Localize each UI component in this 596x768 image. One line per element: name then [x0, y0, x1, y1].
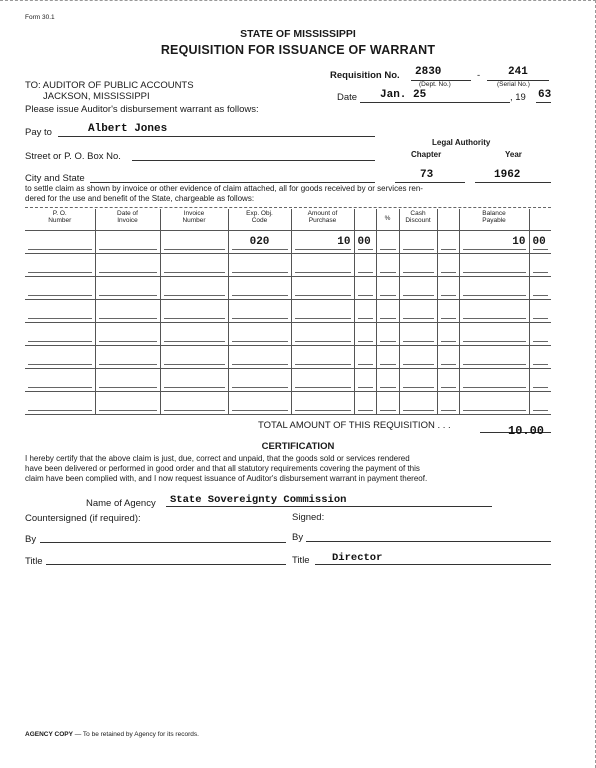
- cell-value: [403, 396, 434, 411]
- cell-value: [441, 281, 456, 296]
- cell-value: [28, 396, 92, 411]
- cell-value: [403, 304, 434, 319]
- cell-value: [99, 373, 157, 388]
- header-discount-cents: [437, 209, 459, 231]
- table-cell: [95, 254, 160, 277]
- table-cell: [529, 323, 551, 346]
- cell-value: [232, 350, 288, 365]
- cell-value: 10: [295, 235, 351, 250]
- table-cell: [228, 346, 291, 369]
- cell-value: [295, 258, 351, 273]
- table-cell: [376, 392, 399, 415]
- cell-value: [380, 281, 396, 296]
- chapter-line: [395, 182, 465, 183]
- header-date-of-invoice: Date of Invoice: [95, 209, 160, 231]
- pay-to-line: [58, 136, 375, 137]
- table-cell: [529, 369, 551, 392]
- table-cell: [529, 300, 551, 323]
- cell-value: [463, 281, 526, 296]
- table-cell: [25, 300, 95, 323]
- street-line: [132, 160, 375, 161]
- footer-note: [25, 731, 199, 738]
- table-cell: [399, 369, 437, 392]
- cell-value: [164, 396, 225, 411]
- table-cell: [459, 254, 529, 277]
- cell-value: [232, 281, 288, 296]
- table-cell: [25, 323, 95, 346]
- cell-value: [28, 350, 92, 365]
- date-line: [360, 102, 510, 103]
- total-value: 10.00: [508, 424, 545, 438]
- cell-value: [533, 373, 549, 388]
- date-value: Jan. 25: [380, 89, 427, 101]
- cell-value: [164, 373, 225, 388]
- table-cell: [399, 231, 437, 254]
- table-cell: [437, 300, 459, 323]
- table-cell: [459, 300, 529, 323]
- cell-value: 10: [463, 235, 526, 250]
- cell-value: [380, 396, 396, 411]
- table-cell: [160, 300, 228, 323]
- cell-value: [295, 373, 351, 388]
- cell-value: [28, 373, 92, 388]
- table-cell: [529, 254, 551, 277]
- table-cell: [399, 277, 437, 300]
- cell-value: [533, 350, 549, 365]
- table-cell: [291, 231, 354, 254]
- charges-table: [25, 209, 551, 415]
- cell-value: [232, 396, 288, 411]
- table-cell: [376, 231, 399, 254]
- cell-value: [295, 396, 351, 411]
- footer-retain-text: — To be retained by Agency for its records.: [74, 731, 199, 738]
- table-header-row: [25, 209, 551, 231]
- header-invoice-number: Invoice Number: [160, 209, 228, 231]
- cell-value: [28, 327, 92, 342]
- total-label: TOTAL AMOUNT OF THIS REQUISITION . . .: [258, 420, 451, 431]
- cell-value: [441, 327, 456, 342]
- to-line-2: JACKSON, MISSISSIPPI: [43, 91, 150, 102]
- table-cell: [529, 392, 551, 415]
- cell-value: [99, 327, 157, 342]
- table-cell: [160, 369, 228, 392]
- table-cell: [25, 254, 95, 277]
- cell-value: [164, 235, 225, 250]
- table-cell: [228, 369, 291, 392]
- cell-value: [380, 350, 396, 365]
- table-cell: [354, 369, 376, 392]
- table-row: [25, 254, 551, 277]
- table-cell: [459, 392, 529, 415]
- dept-no-value: 2830: [415, 66, 442, 78]
- cell-value: [99, 396, 157, 411]
- to-line-1: TO: AUDITOR OF PUBLIC ACCOUNTS: [25, 80, 194, 91]
- table-cell: [376, 346, 399, 369]
- header-percent: %: [376, 209, 399, 231]
- countersign-by-line: [40, 542, 286, 543]
- cell-value: [232, 258, 288, 273]
- cell-value: [358, 327, 373, 342]
- city-line: [90, 182, 375, 183]
- cell-value: [533, 327, 549, 342]
- cell-value: [403, 373, 434, 388]
- table-cell: [160, 277, 228, 300]
- cell-value: 00: [533, 235, 549, 250]
- requisition-label: Requisition No.: [330, 70, 400, 81]
- table-cell: [25, 392, 95, 415]
- cell-value: [403, 281, 434, 296]
- table-cell: [95, 300, 160, 323]
- header-amount-of-purchase: Amount of Purchase: [291, 209, 354, 231]
- cell-value: [533, 258, 549, 273]
- cell-value: [533, 281, 549, 296]
- table-cell: [376, 369, 399, 392]
- table-cell: [160, 231, 228, 254]
- cell-value: [99, 350, 157, 365]
- cell-value: [358, 281, 373, 296]
- table-cell: [291, 346, 354, 369]
- cell-value: [380, 235, 396, 250]
- table-cell: [459, 346, 529, 369]
- cell-value: [441, 235, 456, 250]
- page-edge-top: [0, 0, 596, 1]
- cell-value: [463, 350, 526, 365]
- table-cell: [228, 392, 291, 415]
- header-po-number: P. O. Number: [25, 209, 95, 231]
- table-cell: [399, 392, 437, 415]
- countersign-title-line: [46, 564, 286, 565]
- dept-no-caption: (Dept. No.): [419, 81, 451, 88]
- table-cell: [160, 323, 228, 346]
- year-line: [536, 102, 551, 103]
- header-balance-cents: [529, 209, 551, 231]
- cell-value: [232, 373, 288, 388]
- pay-to-label: Pay to: [25, 127, 52, 138]
- table-cell: [291, 369, 354, 392]
- cell-value: [463, 396, 526, 411]
- cell-value: [99, 258, 157, 273]
- table-cell: [376, 323, 399, 346]
- table-cell: [95, 392, 160, 415]
- table-cell: [160, 346, 228, 369]
- header-balance-payable: Balance Payable: [459, 209, 529, 231]
- cell-value: [358, 258, 373, 273]
- cell-value: [403, 258, 434, 273]
- table-cell: [354, 277, 376, 300]
- cell-value: [403, 350, 434, 365]
- serial-no-value: 241: [508, 66, 528, 78]
- table-cell: [354, 392, 376, 415]
- table-cell: [25, 346, 95, 369]
- cell-value: [358, 396, 373, 411]
- table-cell: [399, 346, 437, 369]
- table-row: [25, 346, 551, 369]
- requisition-dash: -: [477, 70, 481, 81]
- cell-value: [463, 304, 526, 319]
- cell-value: [164, 350, 225, 365]
- cell-value: [533, 396, 549, 411]
- table-cell: [25, 277, 95, 300]
- sign-by-label: By: [292, 532, 304, 543]
- cell-value: [295, 350, 351, 365]
- countersign-by-label: By: [25, 534, 37, 545]
- cell-value: [358, 350, 373, 365]
- signer-title-value: Director: [332, 552, 383, 564]
- settle-text-1: to settle claim as shown by invoice or other evidence of claim attached, all for goods received by or services ren-: [25, 184, 423, 193]
- table-cell: [376, 277, 399, 300]
- year-label: Year: [505, 150, 522, 159]
- year-prefix: , 19: [510, 92, 526, 103]
- sign-title-line: [315, 564, 551, 565]
- table-cell: [399, 323, 437, 346]
- cell-value: [380, 327, 396, 342]
- cell-value: [441, 258, 456, 273]
- cell-value: [28, 281, 92, 296]
- cell-value: [358, 304, 373, 319]
- sign-title-label: Title: [292, 555, 310, 566]
- cell-value: [403, 327, 434, 342]
- chapter-label: Chapter: [411, 150, 442, 159]
- certification-line-1: I hereby certify that the above claim is just, due, correct and unpaid, that the goods sold or services rendered: [25, 454, 410, 463]
- cell-value: [99, 281, 157, 296]
- table-cell: [95, 369, 160, 392]
- header-exp-obj-code: Exp. Obj. Code: [228, 209, 291, 231]
- table-cell: [529, 346, 551, 369]
- form-title: REQUISITION FOR ISSUANCE OF WARRANT: [160, 43, 436, 57]
- table-cell: [459, 323, 529, 346]
- table-row: [25, 231, 551, 254]
- cell-value: [295, 304, 351, 319]
- cell-value: 00: [357, 235, 371, 248]
- table-cell: [291, 300, 354, 323]
- table-row: [25, 392, 551, 415]
- table-cell: [354, 231, 376, 254]
- table-cell: [228, 277, 291, 300]
- cell-value: [380, 258, 396, 273]
- table-cell: [459, 369, 529, 392]
- agency-label: Name of Agency: [86, 498, 156, 509]
- footer-agency-copy: AGENCY COPY: [25, 731, 73, 738]
- countersign-title-label: Title: [25, 556, 43, 567]
- cell-value: [533, 304, 549, 319]
- agency-line: [166, 506, 492, 507]
- cell-value: [232, 304, 288, 319]
- table-cell: [95, 231, 160, 254]
- authority-year-value: 1962: [494, 169, 521, 181]
- agency-value: State Sovereignty Commission: [170, 494, 347, 506]
- cell-value: [463, 327, 526, 342]
- table-row: [25, 369, 551, 392]
- cell-value: [441, 396, 456, 411]
- chapter-value: 73: [420, 169, 434, 181]
- street-label: Street or P. O. Box No.: [25, 151, 121, 162]
- table-row: [25, 277, 551, 300]
- table-row: [25, 300, 551, 323]
- date-year-value: 63: [538, 89, 552, 101]
- cell-value: [99, 235, 157, 250]
- state-heading: STATE OF MISSISSIPPI: [240, 28, 356, 40]
- legal-authority-heading: Legal Authority: [432, 138, 491, 147]
- cell-value: [441, 304, 456, 319]
- table-top-rule: [25, 207, 551, 208]
- authority-year-line: [475, 182, 551, 183]
- table-cell: [95, 323, 160, 346]
- table-row: [25, 323, 551, 346]
- table-cell: [529, 277, 551, 300]
- table-cell: [160, 254, 228, 277]
- table-cell: [228, 254, 291, 277]
- cell-value: [295, 327, 351, 342]
- cell-value: [441, 350, 456, 365]
- cell-value: [164, 258, 225, 273]
- table-cell: [376, 300, 399, 323]
- table-cell: [437, 231, 459, 254]
- table-cell: [459, 231, 529, 254]
- serial-no-caption: (Serial No.): [497, 81, 530, 88]
- header-amount-cents: [354, 209, 376, 231]
- date-label: Date: [337, 92, 358, 103]
- signed-label: Signed:: [292, 512, 325, 523]
- cell-value: [403, 235, 434, 250]
- table-cell: [291, 323, 354, 346]
- cell-value: [28, 258, 92, 273]
- table-cell: [291, 254, 354, 277]
- table-cell: [437, 254, 459, 277]
- table-cell: [376, 254, 399, 277]
- table-cell: [25, 231, 95, 254]
- cell-value: [232, 327, 288, 342]
- table-cell: [228, 231, 291, 254]
- table-cell: [354, 323, 376, 346]
- certification-line-3: claim have been complied with, and I now request issuance of Auditor's disbursement warrant in payment thereof.: [25, 474, 428, 483]
- table-cell: [291, 392, 354, 415]
- table-cell: [25, 369, 95, 392]
- table-cell: [437, 346, 459, 369]
- countersigned-label: Countersigned (if required):: [25, 513, 141, 524]
- cell-value: [164, 327, 225, 342]
- cell-value: [164, 281, 225, 296]
- pay-to-value: Albert Jones: [88, 123, 168, 135]
- cell-value: 020: [232, 235, 288, 250]
- table-cell: [95, 277, 160, 300]
- cell-value: [380, 373, 396, 388]
- table-cell: [437, 277, 459, 300]
- cell-value: [99, 304, 157, 319]
- table-cell: [437, 323, 459, 346]
- cell-value: [28, 304, 92, 319]
- certification-line-2: have been delivered or performed in good order and that all statutory requirements covering the payment of this: [25, 464, 420, 473]
- settle-text-2: dered for the use and benefit of the State, chargeable as follows:: [25, 194, 255, 203]
- sign-by-line: [306, 541, 551, 542]
- cell-value: [164, 304, 225, 319]
- cell-value: [463, 258, 526, 273]
- cell-value: [28, 235, 92, 250]
- table-cell: [437, 392, 459, 415]
- cell-value: [358, 373, 373, 388]
- table-cell: [399, 300, 437, 323]
- table-cell: [399, 254, 437, 277]
- table-cell: [529, 231, 551, 254]
- table-cell: [437, 369, 459, 392]
- cell-value: [295, 281, 351, 296]
- cell-value: [380, 304, 396, 319]
- table-cell: [160, 392, 228, 415]
- table-cell: [354, 346, 376, 369]
- table-cell: [228, 323, 291, 346]
- table-cell: [354, 300, 376, 323]
- table-cell: [354, 254, 376, 277]
- header-cash-discount: Cash Discount: [399, 209, 437, 231]
- cell-value: [441, 373, 456, 388]
- city-label: City and State: [25, 173, 85, 184]
- table-cell: [291, 277, 354, 300]
- table-cell: [459, 277, 529, 300]
- form-number: Form 30.1: [25, 14, 55, 21]
- intro-text: Please issue Auditor's disbursement warrant as follows:: [25, 104, 259, 115]
- cell-value: [463, 373, 526, 388]
- certification-heading: CERTIFICATION: [261, 441, 335, 452]
- table-cell: [228, 300, 291, 323]
- table-cell: [95, 346, 160, 369]
